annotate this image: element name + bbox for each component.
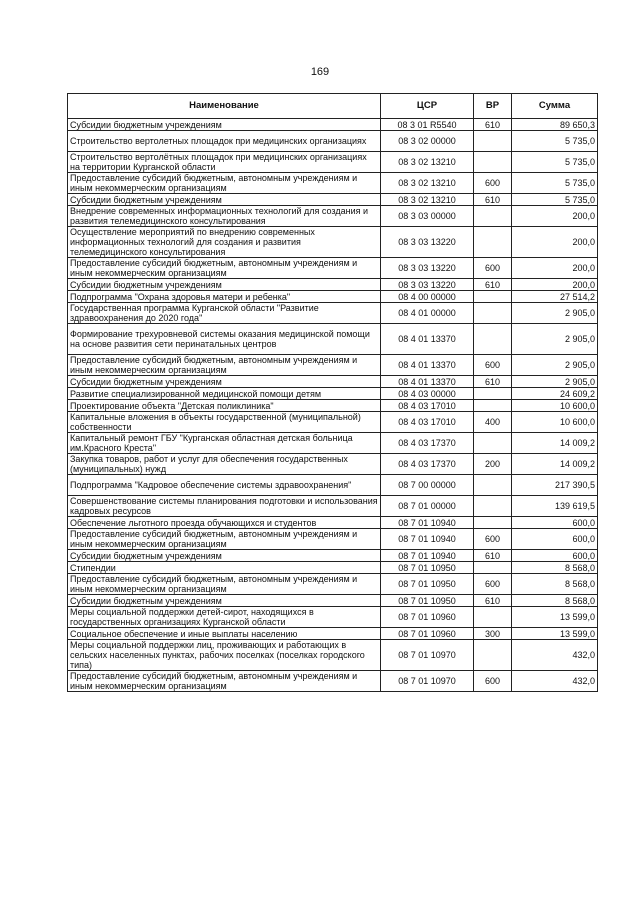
cell-name: Стипендии	[68, 562, 381, 574]
cell-csr: 08 7 01 10960	[381, 628, 474, 640]
table-row	[68, 227, 598, 258]
cell-name: Меры социальной поддержки детей-сирот, находящихся в государственных организациях Курганской области	[68, 607, 381, 628]
cell-csr: 08 4 00 00000	[381, 291, 474, 303]
cell-vr	[474, 206, 512, 227]
cell-name: Предоставление субсидий бюджетным, автономным учреждениям и иным некоммерческим организациям	[68, 173, 381, 194]
column-header-csr: ЦСР	[381, 94, 474, 119]
cell-sum: 200,0	[512, 227, 598, 258]
table-row	[68, 173, 598, 194]
cell-name: Государственная программа Курганской области "Развитие здравоохранения до 2020 года"	[68, 303, 381, 324]
cell-sum: 89 650,3	[512, 119, 598, 131]
cell-name: Развитие специализированной медицинской помощи детям	[68, 388, 381, 400]
cell-sum: 600,0	[512, 529, 598, 550]
table-row	[68, 131, 598, 152]
cell-sum: 2 905,0	[512, 376, 598, 388]
cell-csr: 08 7 01 10940	[381, 517, 474, 529]
cell-csr: 08 7 01 10940	[381, 529, 474, 550]
cell-vr	[474, 152, 512, 173]
table-row	[68, 595, 598, 607]
cell-sum: 600,0	[512, 517, 598, 529]
cell-vr	[474, 475, 512, 496]
cell-vr: 600	[474, 258, 512, 279]
cell-sum: 8 568,0	[512, 574, 598, 595]
table-row	[68, 607, 598, 628]
cell-csr: 08 7 01 10960	[381, 607, 474, 628]
cell-csr: 08 3 02 13210	[381, 194, 474, 206]
cell-vr: 610	[474, 595, 512, 607]
cell-sum: 5 735,0	[512, 173, 598, 194]
cell-csr: 08 7 01 10950	[381, 595, 474, 607]
table-row	[68, 496, 598, 517]
cell-sum: 13 599,0	[512, 607, 598, 628]
cell-csr: 08 3 03 00000	[381, 206, 474, 227]
cell-name: Субсидии бюджетным учреждениям	[68, 595, 381, 607]
table-row	[68, 550, 598, 562]
cell-sum: 13 599,0	[512, 628, 598, 640]
cell-sum: 5 735,0	[512, 152, 598, 173]
cell-name: Субсидии бюджетным учреждениям	[68, 279, 381, 291]
table-row	[68, 562, 598, 574]
cell-csr: 08 7 01 10950	[381, 562, 474, 574]
cell-sum: 8 568,0	[512, 595, 598, 607]
cell-sum: 217 390,5	[512, 475, 598, 496]
cell-sum: 432,0	[512, 671, 598, 692]
cell-sum: 5 735,0	[512, 131, 598, 152]
cell-vr	[474, 433, 512, 454]
cell-sum: 27 514,2	[512, 291, 598, 303]
cell-csr: 08 7 01 00000	[381, 496, 474, 517]
table-row	[68, 454, 598, 475]
budget-table	[67, 93, 598, 692]
cell-sum: 2 905,0	[512, 324, 598, 355]
cell-csr: 08 4 03 17370	[381, 454, 474, 475]
cell-vr	[474, 640, 512, 671]
cell-csr: 08 4 03 00000	[381, 388, 474, 400]
cell-name: Совершенствование системы планирования подготовки и использования кадровых ресурсов	[68, 496, 381, 517]
cell-csr: 08 4 01 00000	[381, 303, 474, 324]
cell-name: Подпрограмма "Кадровое обеспечение системы здравоохранения"	[68, 475, 381, 496]
cell-sum: 14 009,2	[512, 433, 598, 454]
cell-csr: 08 4 01 13370	[381, 355, 474, 376]
cell-vr: 600	[474, 529, 512, 550]
cell-name: Проектирование объекта "Детская поликлиника"	[68, 400, 381, 412]
cell-vr: 610	[474, 550, 512, 562]
table-row	[68, 206, 598, 227]
table-row	[68, 152, 598, 173]
cell-name: Субсидии бюджетным учреждениям	[68, 194, 381, 206]
table-row	[68, 303, 598, 324]
column-header-name: Наименование	[68, 94, 381, 119]
cell-csr: 08 3 03 13220	[381, 258, 474, 279]
table-row	[68, 324, 598, 355]
table-row	[68, 258, 598, 279]
table-row	[68, 355, 598, 376]
column-header-sum: Сумма	[512, 94, 598, 119]
cell-name: Субсидии бюджетным учреждениям	[68, 376, 381, 388]
cell-vr: 600	[474, 574, 512, 595]
cell-vr	[474, 562, 512, 574]
cell-csr: 08 4 01 13370	[381, 324, 474, 355]
cell-csr: 08 4 03 17010	[381, 400, 474, 412]
cell-csr: 08 4 03 17010	[381, 412, 474, 433]
table-header-row	[68, 94, 598, 119]
table-row	[68, 194, 598, 206]
column-header-vr: ВР	[474, 94, 512, 119]
cell-vr	[474, 517, 512, 529]
cell-csr: 08 7 00 00000	[381, 475, 474, 496]
cell-vr: 300	[474, 628, 512, 640]
cell-name: Субсидии бюджетным учреждениям	[68, 119, 381, 131]
cell-csr: 08 3 03 13220	[381, 279, 474, 291]
cell-sum: 10 600,0	[512, 412, 598, 433]
cell-sum: 600,0	[512, 550, 598, 562]
table-row	[68, 119, 598, 131]
table-row	[68, 517, 598, 529]
cell-vr	[474, 131, 512, 152]
table-row	[68, 640, 598, 671]
cell-vr: 610	[474, 279, 512, 291]
cell-csr: 08 3 02 13210	[381, 152, 474, 173]
cell-vr	[474, 303, 512, 324]
cell-vr	[474, 227, 512, 258]
table-row	[68, 628, 598, 640]
cell-csr: 08 3 02 00000	[381, 131, 474, 152]
cell-sum: 24 609,2	[512, 388, 598, 400]
table-row	[68, 376, 598, 388]
table-row	[68, 671, 598, 692]
cell-sum: 200,0	[512, 279, 598, 291]
table-row	[68, 388, 598, 400]
cell-name: Формирование трехуровневой системы оказания медицинской помощи на основе развития сети перинатальных центров	[68, 324, 381, 355]
cell-sum: 200,0	[512, 258, 598, 279]
cell-sum: 14 009,2	[512, 454, 598, 475]
cell-name: Меры социальной поддержки лиц, проживающих и работающих в сельских населенных пунктах, рабочих поселках (поселках городского типа)	[68, 640, 381, 671]
cell-vr	[474, 400, 512, 412]
cell-vr	[474, 496, 512, 517]
cell-csr: 08 4 01 13370	[381, 376, 474, 388]
table-row	[68, 574, 598, 595]
cell-vr: 600	[474, 173, 512, 194]
cell-name: Капитальные вложения в объекты государственной (муниципальной) собственности	[68, 412, 381, 433]
cell-vr: 610	[474, 376, 512, 388]
table-row	[68, 433, 598, 454]
cell-vr	[474, 607, 512, 628]
table-row	[68, 529, 598, 550]
cell-name: Капитальный ремонт ГБУ "Курганская областная детская больница им.Красного Креста"	[68, 433, 381, 454]
cell-name: Предоставление субсидий бюджетным, автономным учреждениям и иным некоммерческим организациям	[68, 529, 381, 550]
cell-csr: 08 7 01 10940	[381, 550, 474, 562]
cell-vr	[474, 291, 512, 303]
cell-name: Закупка товаров, работ и услуг для обеспечения государственных (муниципальных) нужд	[68, 454, 381, 475]
cell-name: Предоставление субсидий бюджетным, автономным учреждениям и иным некоммерческим организациям	[68, 671, 381, 692]
cell-sum: 432,0	[512, 640, 598, 671]
cell-vr: 600	[474, 355, 512, 376]
table-row	[68, 291, 598, 303]
table-row	[68, 400, 598, 412]
cell-name: Предоставление субсидий бюджетным, автономным учреждениям и иным некоммерческим организациям	[68, 355, 381, 376]
table-row	[68, 475, 598, 496]
cell-name: Осуществление мероприятий по внедрению современных информационных технологий для создания и развития телемедицинского консультирования	[68, 227, 381, 258]
cell-csr: 08 3 02 13210	[381, 173, 474, 194]
cell-sum: 200,0	[512, 206, 598, 227]
cell-sum: 5 735,0	[512, 194, 598, 206]
page-number: 169	[310, 66, 330, 78]
cell-name: Внедрение современных информационных технологий для создания и развития телемедицинского консультирования	[68, 206, 381, 227]
cell-csr: 08 7 01 10970	[381, 671, 474, 692]
cell-csr: 08 3 01 R5540	[381, 119, 474, 131]
cell-name: Предоставление субсидий бюджетным, автономным учреждениям и иным некоммерческим организациям	[68, 574, 381, 595]
cell-sum: 2 905,0	[512, 355, 598, 376]
cell-vr: 600	[474, 671, 512, 692]
cell-vr	[474, 324, 512, 355]
cell-csr: 08 7 01 10950	[381, 574, 474, 595]
cell-sum: 8 568,0	[512, 562, 598, 574]
cell-vr: 200	[474, 454, 512, 475]
cell-sum: 139 619,5	[512, 496, 598, 517]
cell-csr: 08 7 01 10970	[381, 640, 474, 671]
cell-sum: 2 905,0	[512, 303, 598, 324]
cell-name: Обеспечение льготного проезда обучающихся и студентов	[68, 517, 381, 529]
cell-name: Социальное обеспечение и иные выплаты населению	[68, 628, 381, 640]
cell-csr: 08 3 03 13220	[381, 227, 474, 258]
cell-name: Строительство вертолетных площадок при медицинских организациях	[68, 131, 381, 152]
cell-vr: 610	[474, 119, 512, 131]
table-body	[68, 119, 598, 692]
cell-vr: 400	[474, 412, 512, 433]
cell-name: Подпрограмма "Охрана здоровья матери и ребенка"	[68, 291, 381, 303]
cell-vr: 610	[474, 194, 512, 206]
table-row	[68, 279, 598, 291]
cell-name: Предоставление субсидий бюджетным, автономным учреждениям и иным некоммерческим организациям	[68, 258, 381, 279]
cell-name: Субсидии бюджетным учреждениям	[68, 550, 381, 562]
cell-name: Строительство вертолётных площадок при медицинских организациях на территории Курганской области	[68, 152, 381, 173]
cell-vr	[474, 388, 512, 400]
table-row	[68, 412, 598, 433]
cell-csr: 08 4 03 17370	[381, 433, 474, 454]
cell-sum: 10 600,0	[512, 400, 598, 412]
